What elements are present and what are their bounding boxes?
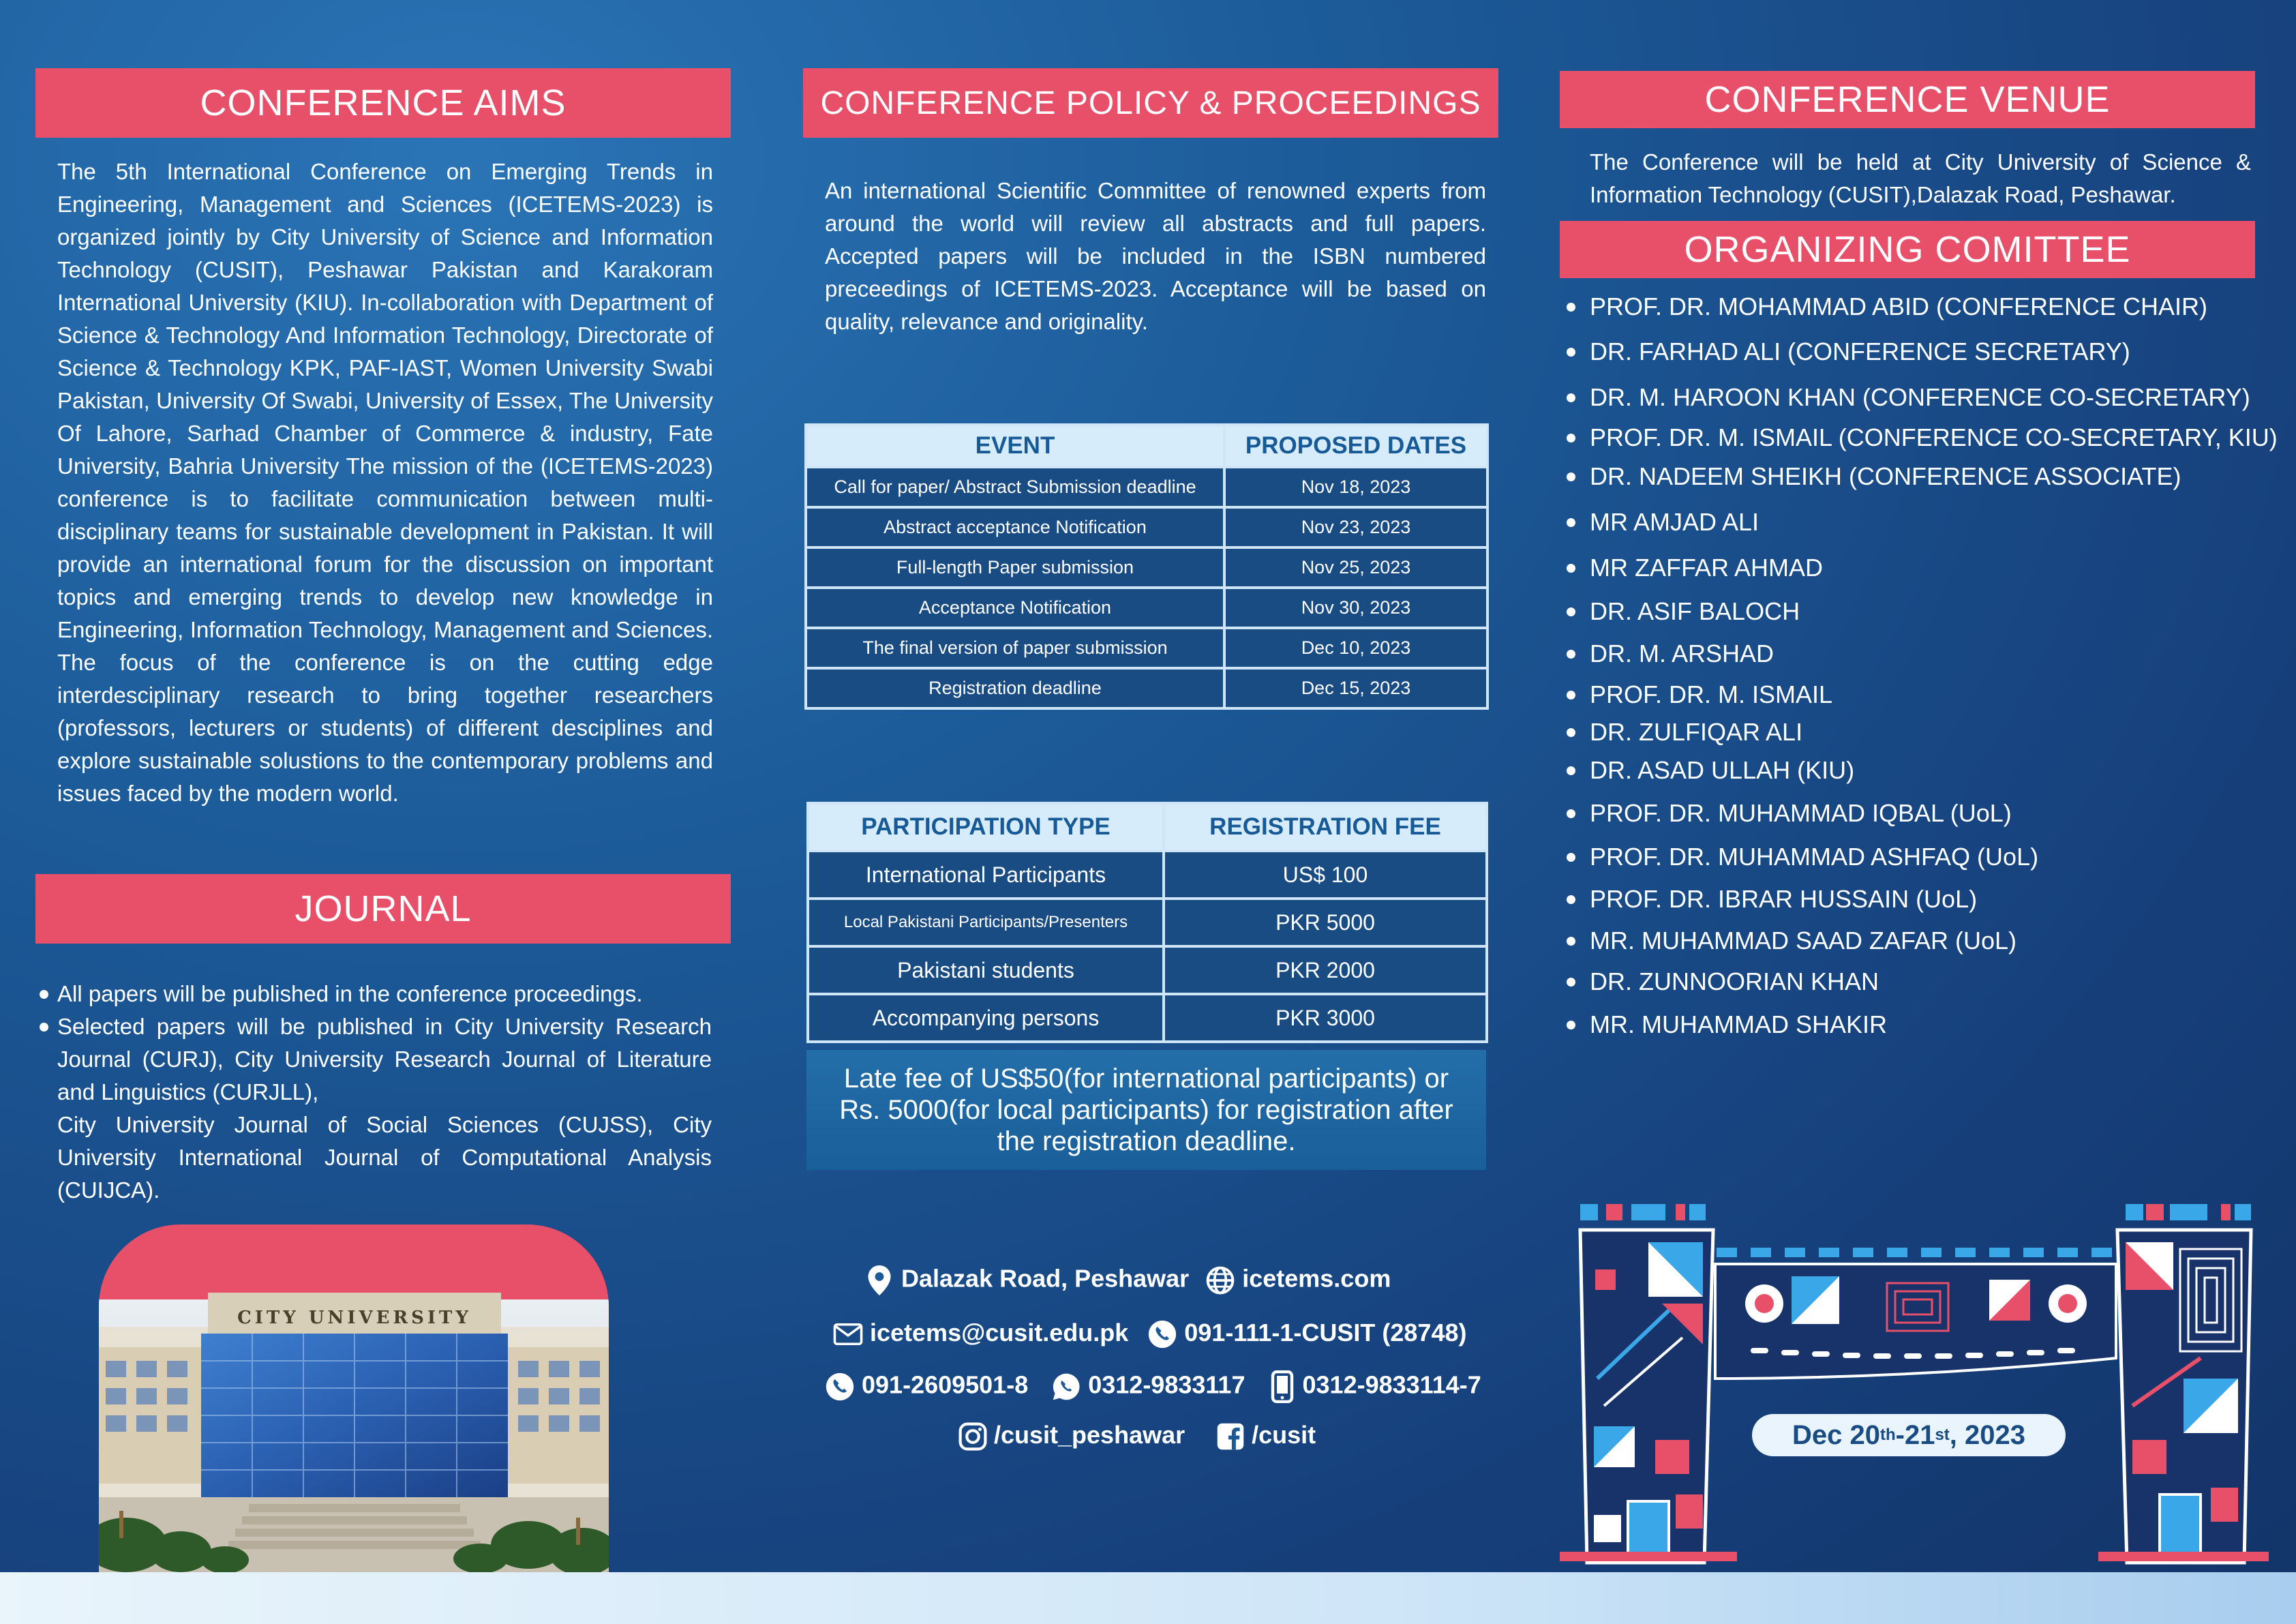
dates-table-row xyxy=(806,588,1487,628)
building-sign: CITY UNIVERSITY xyxy=(237,1308,472,1328)
late-fee-text: Late fee of US$50(for international participants) or Rs. 5000(for local participants) for registration after the registration deadline. xyxy=(839,1064,1453,1156)
committee-member: DR. ASIF BALOCH xyxy=(1590,597,1800,625)
committee-member: DR. NADEEM SHEIKH (CONFERENCE ASSOCIATE) xyxy=(1590,462,2181,490)
fee-table-body xyxy=(808,851,1487,1042)
dates-table-row xyxy=(806,668,1487,708)
participation-type-cell: Local Pakistani Participants/Presenters xyxy=(808,899,1164,946)
mobile-phone-icon xyxy=(1269,1370,1296,1403)
policy-title: CONFERENCE POLICY & PROCEEDINGS xyxy=(820,85,1481,121)
location-pin-icon xyxy=(864,1264,894,1297)
registration-fee-cell: PKR 5000 xyxy=(1164,899,1487,946)
registration-fee-cell: PKR 2000 xyxy=(1164,946,1487,994)
fee-table-row xyxy=(808,899,1487,946)
gate-illustration xyxy=(1546,1201,2282,1572)
policy-text: An international Scientific Committee of renowned experts from around the world will review all abstracts and full papers. Accepted papers will be included in the ISBN numbered preceedings of ICETEMS-2023. Acceptance will be based on quality, relevance and originality. xyxy=(825,178,1486,334)
committee-member: DR. ZULFIQAR ALI xyxy=(1590,718,1803,746)
event-date-mid: -21 xyxy=(1895,1419,1935,1450)
journal-item: All papers will be published in the conference proceedings. xyxy=(57,978,712,1010)
committee-member: DR. ZUNNOORIAN KHAN xyxy=(1590,967,1879,995)
mobile-text[interactable]: 0312-9833114-7 xyxy=(1302,1370,1481,1399)
event-date-badge xyxy=(1752,1414,2066,1456)
committee-member: MR AMJAD ALI xyxy=(1590,508,1759,536)
event-date-prefix: Dec 20 xyxy=(1792,1419,1880,1450)
globe-icon xyxy=(1205,1265,1235,1295)
event-cell: The final version of paper submission xyxy=(806,628,1224,668)
policy-banner xyxy=(803,68,1498,138)
event-cell: Acceptance Notification xyxy=(806,588,1224,628)
dates-table-header xyxy=(806,425,1487,467)
committee-member: PROF. DR. MUHAMMAD ASHFAQ (UoL) xyxy=(1590,843,2039,871)
fee-table-header xyxy=(808,803,1487,851)
fee-table xyxy=(806,802,1488,1043)
dates-table-row xyxy=(806,507,1487,547)
address-text: Dalazak Road, Peshawar xyxy=(901,1264,1190,1293)
website-link[interactable]: icetems.com xyxy=(1242,1264,1391,1293)
facebook-icon xyxy=(1216,1422,1245,1451)
whatsapp-text[interactable]: 0312-9833117 xyxy=(1088,1370,1245,1399)
event-cell: Registration deadline xyxy=(806,668,1224,708)
date-cell: Nov 18, 2023 xyxy=(1224,467,1487,507)
committee-banner xyxy=(1560,221,2255,278)
fee-table-row xyxy=(808,946,1487,994)
committee-member: DR. M. ARSHAD xyxy=(1590,640,1774,667)
dates-header-dates: PROPOSED DATES xyxy=(1224,425,1487,467)
committee-member: PROF. DR. IBRAR HUSSAIN (UoL) xyxy=(1590,885,1978,913)
fee-header-fee: REGISTRATION FEE xyxy=(1164,803,1487,851)
building-illustration xyxy=(99,1224,609,1572)
committee-title: ORGANIZING COMITTEE xyxy=(1684,229,2131,270)
committee-member: PROF. DR. M. ISMAIL xyxy=(1590,680,1833,708)
journal-title: JOURNAL xyxy=(294,888,472,929)
bottom-strip xyxy=(0,1572,2296,1624)
participation-type-cell: Accompanying persons xyxy=(808,994,1164,1042)
email-link[interactable]: icetems@cusit.edu.pk xyxy=(870,1319,1129,1347)
committee-member: MR. MUHAMMAD SHAKIR xyxy=(1590,1010,1888,1038)
committee-member: MR ZAFFAR AHMAD xyxy=(1590,554,1824,582)
dates-table-row xyxy=(806,547,1487,588)
date-cell: Nov 25, 2023 xyxy=(1224,547,1487,588)
date-cell: Dec 10, 2023 xyxy=(1224,628,1487,668)
committee-member: DR. M. HAROON KHAN (CONFERENCE CO-SECRETARY) xyxy=(1590,383,2250,411)
committee-member: PROF. DR. MOHAMMAD ABID (CONFERENCE CHAIR) xyxy=(1590,292,2208,320)
journal-banner xyxy=(35,874,731,944)
contact-address-row xyxy=(864,1264,1391,1297)
date-cell: Nov 30, 2023 xyxy=(1224,588,1487,628)
uan-text[interactable]: 091-111-1-CUSIT (28748) xyxy=(1184,1319,1467,1347)
contact-social-row xyxy=(958,1421,1316,1451)
phone-call-icon xyxy=(825,1372,855,1402)
aims-title: CONFERENCE AIMS xyxy=(200,82,567,123)
phone-call-icon xyxy=(1147,1319,1177,1349)
event-date-sup1: th xyxy=(1879,1426,1896,1444)
fee-table-row xyxy=(808,994,1487,1042)
contact-phone-row xyxy=(825,1370,1481,1403)
fee-header-type: PARTICIPATION TYPE xyxy=(808,803,1164,851)
venue-banner xyxy=(1560,71,2255,128)
registration-fee-cell: PKR 3000 xyxy=(1164,994,1487,1042)
instagram-icon xyxy=(958,1422,987,1451)
participation-type-cell: International Participants xyxy=(808,851,1164,899)
aims-banner xyxy=(35,68,731,138)
dates-table-body xyxy=(806,467,1487,708)
date-cell: Dec 15, 2023 xyxy=(1224,668,1487,708)
journal-list xyxy=(57,978,712,1109)
aims-text: The 5th International Conference on Emerging Trends in Engineering, Management and Sciences (ICETEMS-2023) is organized jointly by City University of Science and Information Technology (CUSIT), Peshawar Pakistan and Karakoram International University (KIU). In-collaboration with Department of Science & Technology And Information Technology, Directorate of Science & Technology KPK, PAF-IAST, Women University Swabi Pakistan, University Of Swabi, University of Essex, The University Of Lahore, Sarhad Chamber of Commerce & industry, Fate University, Bahria University The mission of the (ICETEMS-2023) conference is to facilitate communication between multi-disciplinary teams for sustainable development in Pakistan. It will provide an international forum for the discussion on important topics and emerging trends to develop new knowledge in Engineering, Information Technology, Management and Sciences. The focus of the conference is on the cutting edge interdesciplinary research to bring together researchers (professors, lecturers or students) of different desciplines and explore sustainable solustions to the contemporary problems and issues faced by the modern world. xyxy=(57,159,713,806)
envelope-icon xyxy=(833,1323,863,1345)
university-building-image xyxy=(99,1224,609,1572)
event-cell: Abstract acceptance Notification xyxy=(806,507,1224,547)
whatsapp-icon xyxy=(1051,1372,1081,1402)
committee-member: MR. MUHAMMAD SAAD ZAFAR (UoL) xyxy=(1590,927,2017,954)
committee-member: PROF. DR. M. ISMAIL (CONFERENCE CO-SECRETARY, KIU) xyxy=(1590,423,2278,451)
facebook-handle[interactable]: /cusit xyxy=(1252,1421,1316,1449)
dates-table xyxy=(804,423,1489,710)
phone-text[interactable]: 091-2609501-8 xyxy=(862,1370,1029,1399)
dates-header-event: EVENT xyxy=(806,425,1224,467)
fee-table-row xyxy=(808,851,1487,899)
venue-title: CONFERENCE VENUE xyxy=(1704,79,2111,120)
event-date-year: , 2023 xyxy=(1949,1419,2025,1450)
registration-fee-cell: US$ 100 xyxy=(1164,851,1487,899)
journal-continuation: City University Journal of Social Sciences (CUJSS), City University International Journal of Computational Analysis (CUIJCA). xyxy=(57,1112,712,1203)
contact-email-row xyxy=(833,1319,1466,1349)
dates-table-row xyxy=(806,467,1487,507)
late-fee-box xyxy=(806,1050,1486,1170)
event-cell: Call for paper/ Abstract Submission deadline xyxy=(806,467,1224,507)
event-cell: Full-length Paper submission xyxy=(806,547,1224,588)
committee-member: DR. FARHAD ALI (CONFERENCE SECRETARY) xyxy=(1590,337,2130,365)
committee-member: DR. ASAD ULLAH (KIU) xyxy=(1590,756,1855,784)
journal-item: Selected papers will be published in City University Research Journal (CURJ), City University Research Journal of Literature and Linguistics (CURJLL), xyxy=(57,1010,712,1109)
instagram-handle[interactable]: /cusit_peshawar xyxy=(994,1421,1185,1449)
venue-text: The Conference will be held at City University of Science & Information Technology (CUSIT),Dalazak Road, Peshawar. xyxy=(1590,149,2251,207)
date-cell: Nov 23, 2023 xyxy=(1224,507,1487,547)
conference-gate-graphic xyxy=(1546,1201,2282,1572)
participation-type-cell: Pakistani students xyxy=(808,946,1164,994)
dates-table-row xyxy=(806,628,1487,668)
event-date-sup2: st xyxy=(1935,1426,1950,1444)
committee-member: PROF. DR. MUHAMMAD IQBAL (UoL) xyxy=(1590,799,2012,827)
